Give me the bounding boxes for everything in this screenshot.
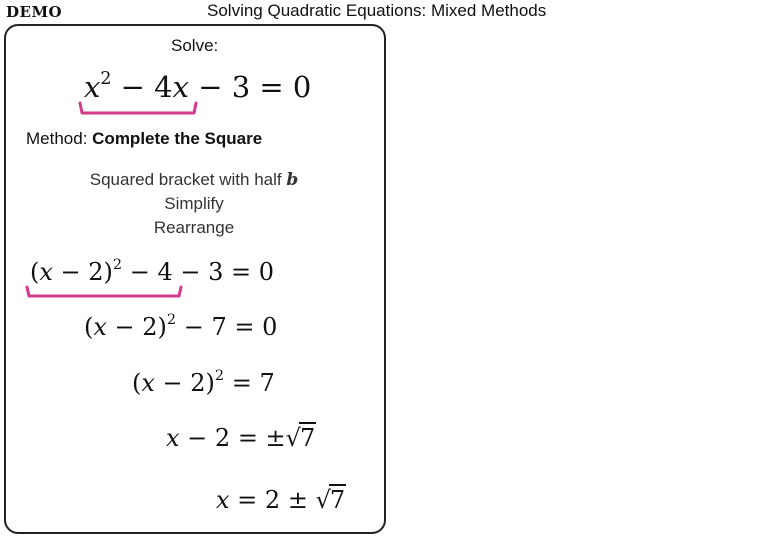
method-line xyxy=(26,129,262,149)
w4-radicand: 7 xyxy=(299,424,316,452)
main-eq-minus-four: − 4 xyxy=(111,70,173,104)
solve-label: Solve: xyxy=(171,36,219,55)
page-title: Solving Quadratic Equations: Mixed Methods xyxy=(207,1,547,20)
work-line-1-brace xyxy=(25,285,185,301)
w2-var: x xyxy=(93,313,107,341)
w3-inner: − 2) xyxy=(154,369,215,397)
sqrt-symbol: √ xyxy=(285,424,301,452)
w1-var: x xyxy=(39,258,53,286)
sqrt-symbol-final: √ xyxy=(315,486,331,514)
step1-text: Squared bracket with half xyxy=(89,170,287,189)
work-line-4 xyxy=(166,424,316,452)
step-squared-bracket xyxy=(44,170,344,190)
sqrt-seven-final xyxy=(316,486,347,514)
w4-var: x xyxy=(166,424,180,452)
w3-var: x xyxy=(141,369,155,397)
w3-open: ( xyxy=(132,369,142,397)
sqrt-seven xyxy=(286,424,317,452)
work-line-5 xyxy=(216,486,346,514)
w1-inner: − 2) xyxy=(52,258,113,286)
w5-radicand: 7 xyxy=(329,486,346,514)
w2-inner: − 2) xyxy=(106,313,167,341)
work-line-2 xyxy=(84,313,277,341)
demo-label: DEMO xyxy=(6,3,63,21)
w1-exp: 2 xyxy=(112,257,123,274)
method-label: Method: xyxy=(26,129,93,148)
w2-open: ( xyxy=(84,313,94,341)
w3-exp: 2 xyxy=(214,368,225,385)
w3-rest: = 7 xyxy=(224,369,275,397)
w2-rest: − 7 = 0 xyxy=(176,313,278,341)
w1-open: ( xyxy=(30,258,40,286)
brace-path-2 xyxy=(27,287,181,296)
main-eq-var-x2: x xyxy=(172,70,189,104)
w1-rest: − 4 − 3 = 0 xyxy=(122,258,274,286)
step1-var-b: b xyxy=(286,170,299,190)
main-equation xyxy=(84,70,311,104)
main-eq-var-x: x xyxy=(84,70,101,104)
brace-path xyxy=(80,103,196,113)
work-line-1 xyxy=(30,258,274,286)
main-equation-brace xyxy=(78,101,198,117)
w5-rest: = 2 ± xyxy=(229,486,316,514)
w5-var: x xyxy=(216,486,230,514)
w4-rest: − 2 = ± xyxy=(179,424,286,452)
method-name: Complete the Square xyxy=(92,129,263,148)
w2-exp: 2 xyxy=(166,312,177,329)
step-rearrange: Rearrange xyxy=(153,218,235,237)
main-eq-tail: − 3 = 0 xyxy=(188,70,312,104)
step-simplify: Simplify xyxy=(164,194,224,213)
work-line-3 xyxy=(132,369,275,397)
main-eq-exponent: 2 xyxy=(100,68,112,89)
